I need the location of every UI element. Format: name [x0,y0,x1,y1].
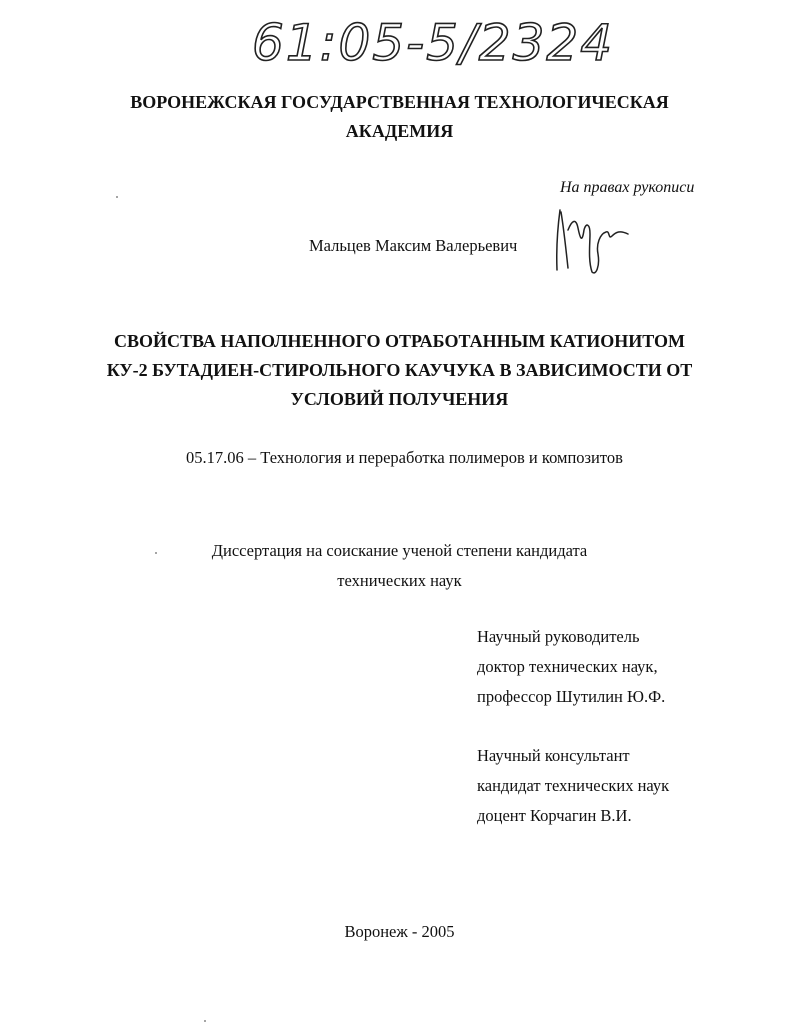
scientific-consultant [477,741,669,831]
degree-statement [0,536,799,596]
title-line-2: КУ-2 БУТАДИЕН-СТИРОЛЬНОГО КАУЧУКА В ЗАВИСИМОСТИ ОТ [106,360,693,380]
title-line-3: УСЛОВИЙ ПОЛУЧЕНИЯ [290,389,509,409]
consultant-degree: кандидат технических наук [477,776,670,795]
scientific-supervisor [477,622,665,712]
degree-line-1: Диссертация на соискание ученой степени кандидата [211,541,588,560]
handwritten-archive-number [250,8,615,72]
manuscript-rights-note: На правах рукописи [560,179,695,196]
author-signature [548,200,638,278]
supervisor-role: Научный руководитель [477,627,640,646]
institution-name [0,88,799,146]
stamp-code: 61:05-5/2324 [252,14,615,72]
place-and-year: Воронеж - 2005 [344,922,455,941]
specialty-code: 05.17.06 – Технология и переработка полимеров и композитов [186,448,623,467]
institution-line-2: АКАДЕМИЯ [345,121,454,141]
title-line-1: СВОЙСТВА НАПОЛНЕННОГО ОТРАБОТАННЫМ КАТИОНИТОМ [114,331,685,351]
supervisor-degree: доктор технических наук, [477,657,658,676]
institution-line-1: ВОРОНЕЖСКАЯ ГОСУДАРСТВЕННАЯ ТЕХНОЛОГИЧЕСКАЯ [130,92,669,112]
consultant-role: Научный консультант [477,746,630,765]
consultant-name: доцент Корчагин В.И. [477,806,632,825]
dissertation-title [0,327,799,414]
author-name: Мальцев Максим Валерьевич [309,236,518,255]
degree-line-2: технических наук [337,571,462,590]
archive-stamp [250,8,615,72]
signature-icon [548,200,638,278]
scan-speck [116,196,118,198]
supervisor-name: профессор Шутилин Ю.Ф. [477,687,666,706]
scan-speck [155,552,157,554]
scan-speck [204,1020,206,1022]
